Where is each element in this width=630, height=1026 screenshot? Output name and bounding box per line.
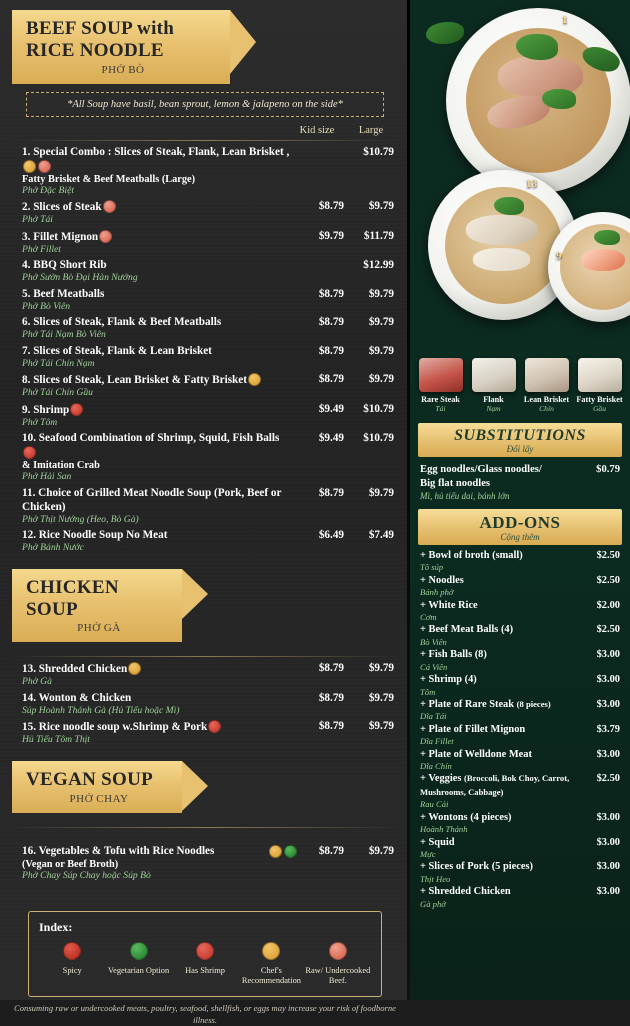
price-large: $9.79 (368, 662, 394, 675)
price-large: $10.79 (363, 432, 394, 445)
addon-name: + Plate of Welldone Meat (420, 748, 532, 760)
index-box (28, 911, 382, 997)
addon-price: $3.00 (596, 649, 620, 661)
divider (12, 140, 398, 141)
index-entry-chef (238, 941, 304, 986)
price-large: $9.79 (368, 200, 394, 213)
price-kid: $6.49 (318, 529, 344, 542)
flank-photo (472, 358, 516, 392)
addon-vietnamese: Bò Viên (420, 636, 447, 647)
addon-price: $3.00 (596, 861, 620, 873)
has-shrimp-icon (23, 446, 36, 459)
addon-item[interactable] (420, 748, 620, 772)
meat-cut-fatty-brisket (576, 358, 624, 413)
addon-vietnamese: Thịt Heo (420, 873, 451, 884)
column-header-kid: Kid size (299, 124, 335, 136)
menu-item[interactable] (22, 402, 394, 429)
item-name-line2: (Vegan or Beef Broth) (22, 858, 119, 870)
item-vietnamese: Phở Thịt Nướng (Heo, Bò Gà) (22, 513, 139, 525)
item-vietnamese: Phở Tái (22, 214, 53, 226)
index-label: Spicy (62, 966, 82, 976)
raw-beef-icon (38, 160, 51, 173)
item-name: 8. Slices of Steak, Lean Brisket & Fatty Brisket (22, 374, 247, 387)
addon-name: + Veggies (420, 773, 462, 785)
price-large: $10.79 (363, 145, 394, 158)
vegetarian-option-icon (284, 845, 297, 858)
item-vietnamese: Phở Fillet (22, 243, 61, 255)
meat-cut-rare-steak (417, 358, 465, 413)
price-kid: $8.79 (318, 344, 344, 357)
substitutions-title-vi: Đổi lấy (506, 444, 534, 455)
item-vietnamese: Phở Tái Chín Nạm (22, 357, 95, 369)
chef-recommendation-icon (248, 373, 261, 386)
meat-label-vi: Nạm (486, 404, 501, 414)
addon-vietnamese: Gà phở (420, 898, 446, 909)
price-kid: $8.79 (318, 373, 344, 386)
item-name: 16. Vegetables & Tofu with Rice Noodles (22, 844, 215, 857)
addon-vietnamese: Cá Viên (420, 661, 448, 672)
addon-item[interactable] (420, 549, 620, 573)
item-vietnamese: Phở Bò Viên (22, 300, 71, 312)
addon-vietnamese: Tô súp (420, 562, 444, 573)
item-vietnamese: Phở Sườn Bò Đại Hàn Nướng (22, 272, 138, 284)
addon-price: $2.50 (596, 549, 620, 561)
menu-item[interactable] (22, 844, 394, 882)
soup-note: *All Soup have basil, bean sprout, lemon & jalapeno on the side* (26, 92, 384, 117)
substitution-vietnamese: Mì, hủ tiếu dai, bánh lớn (420, 490, 510, 501)
fatty-brisket-photo (578, 358, 622, 392)
vegan-soup-items (12, 844, 398, 882)
price-large: $7.49 (368, 529, 394, 542)
addon-name: + Plate of Rare Steak (420, 698, 515, 710)
addon-price: $3.00 (596, 886, 620, 898)
addon-name: + Shredded Chicken (420, 886, 511, 898)
item-name-line2: & Imitation Crab (22, 460, 100, 472)
price-kid: $9.79 (318, 229, 344, 242)
addon-item[interactable] (420, 673, 620, 697)
addon-vietnamese: Bánh phở (420, 587, 454, 598)
section-header-vegan-soup (12, 761, 182, 813)
price-kid: $9.49 (318, 402, 344, 415)
index-entry-vegetarian (105, 941, 171, 986)
item-name: 2. Slices of Steak (22, 201, 102, 214)
photo-number-1: 1 (562, 14, 568, 26)
item-name: 5. Beef Meatballs (22, 287, 105, 300)
addon-price: $2.00 (596, 599, 620, 611)
substitution-line-1: Egg noodles/Glass noodles/ (420, 464, 542, 476)
chef-recommendation-icon (269, 845, 282, 858)
raw-beef-icon (103, 200, 116, 213)
price-large: $9.79 (368, 486, 394, 499)
food-safety-disclaimer: Consuming raw or undercooked meats, poultry, seafood, shellfish, or eggs may increase your risk of foodborne illness. (14, 1003, 396, 1025)
addon-item[interactable] (420, 772, 620, 809)
price-kid: $8.79 (318, 720, 344, 733)
addon-price: $3.00 (596, 748, 620, 760)
chef-recommendation-icon (262, 942, 280, 960)
addon-name: + Shrimp (4) (420, 674, 477, 686)
meat-cuts-row (410, 352, 630, 415)
item-vietnamese: Phở Hải San (22, 471, 72, 483)
price-large: $9.79 (368, 373, 394, 386)
addon-item[interactable] (420, 811, 620, 835)
substitutions-block (410, 459, 630, 502)
index-title: Index: (39, 920, 73, 935)
meat-label-vi: Gầu (592, 404, 607, 414)
price-kid: $8.79 (318, 200, 344, 213)
section-subtitle-beef: PHỞ BÒ (101, 63, 145, 76)
addon-price: $3.00 (596, 674, 620, 686)
addons-title: ADD-ONS (479, 512, 561, 532)
menu-item[interactable] (22, 344, 394, 370)
item-name: 14. Wonton & Chicken (22, 691, 132, 704)
section-title-line-1: BEEF SOUP with (26, 18, 175, 39)
substitutions-header (418, 423, 622, 457)
addon-vietnamese: Dĩa Tái (420, 711, 447, 722)
addons-list (410, 547, 630, 914)
item-vietnamese: Phở Tái Nạm Bò Viên (22, 329, 106, 341)
price-kid: $8.79 (318, 662, 344, 675)
addon-vietnamese: Dĩa Fillet (420, 736, 454, 747)
menu-item[interactable] (22, 229, 394, 256)
price-large: $9.79 (368, 844, 394, 857)
addon-price: $2.50 (596, 574, 620, 586)
item-name: 13. Shredded Chicken (22, 663, 128, 676)
price-kid: $8.79 (318, 691, 344, 704)
price-large: $9.79 (368, 316, 394, 329)
menu-item[interactable] (22, 145, 394, 197)
item-vietnamese: Hủ Tiếu Tôm Thịt (22, 734, 90, 746)
price-kid: $9.49 (318, 432, 344, 445)
menu-item[interactable] (22, 372, 394, 399)
section-subtitle-vegan: PHỞ CHAY (69, 792, 129, 805)
column-header-large: Large (358, 124, 384, 136)
price-kid: $8.79 (318, 287, 344, 300)
addon-item[interactable] (420, 836, 620, 860)
substitutions-title: SUBSTITUTIONS (454, 427, 586, 445)
addons-header (418, 509, 622, 545)
menu-item[interactable] (22, 199, 394, 226)
addon-vietnamese: Tôm (420, 686, 436, 697)
menu-item[interactable] (22, 661, 394, 688)
addon-name: + White Rice (420, 599, 478, 611)
lean-brisket-photo (525, 358, 569, 392)
addon-price: $2.50 (596, 624, 620, 636)
item-vietnamese: Phở Bánh Nước (22, 542, 84, 554)
item-name-line2: Fatty Brisket & Beef Meatballs (Large) (22, 173, 195, 185)
addon-price: $3.79 (596, 723, 620, 735)
price-large: $10.79 (363, 402, 394, 415)
addon-name-detail: (Broccoli, Bok Choy, Carrot, Mushrooms, Cabbage) (420, 773, 570, 797)
addon-item[interactable] (420, 648, 620, 672)
index-entry-spicy (39, 941, 105, 986)
item-vietnamese: Phở Đặc Biệt (22, 184, 75, 196)
meat-label-en: Fatty Brisket (576, 395, 623, 404)
meat-label-vi: Chín (539, 404, 554, 414)
index-entry-raw (305, 941, 371, 986)
section-title-vegan: VEGAN SOUP (26, 768, 154, 790)
addons-title-vi: Cộng thêm (500, 531, 540, 542)
index-label: Vegetarian Option (108, 966, 170, 976)
addon-name: + Fish Balls (8) (420, 649, 487, 661)
section-subtitle-chicken: PHỞ GÀ (77, 622, 121, 635)
item-name: 3. Fillet Mignon (22, 230, 99, 243)
addon-price: $3.00 (596, 836, 620, 848)
meat-label-vi: Tái (435, 404, 446, 414)
item-name: 15. Rice noodle soup w.Shrimp & Pork (22, 721, 208, 734)
item-name: 1. Special Combo : Slices of Steak, Flank, Lean Brisket , (22, 145, 290, 158)
chef-recommendation-icon (23, 160, 36, 173)
addon-name-detail: (8 pieces) (516, 698, 551, 709)
beef-soup-items (12, 145, 398, 554)
price-large: $9.79 (368, 344, 394, 357)
item-vietnamese: Súp Hoành Thánh Gà (Hủ Tiếu hoặc Mì) (22, 704, 180, 716)
substitution-price: $0.79 (596, 464, 620, 476)
price-column-headers (12, 123, 398, 138)
meat-label-en: Lean Brisket (523, 395, 570, 404)
menu-item[interactable] (22, 719, 394, 746)
rare-steak-photo (419, 358, 463, 392)
menu-item[interactable] (22, 486, 394, 526)
item-name: 12. Rice Noodle Soup No Meat (22, 529, 168, 542)
substitution-line-2: Big flat noodles (420, 477, 491, 489)
index-label: Raw/ Undercooked Beef. (305, 966, 371, 986)
addon-item[interactable] (420, 599, 620, 623)
addon-name: + Wontons (4 pieces) (420, 811, 512, 823)
addon-vietnamese: Rau Cải (420, 799, 449, 810)
price-large: $9.79 (368, 691, 394, 704)
meat-cut-flank (470, 358, 518, 413)
chicken-soup-items (12, 661, 398, 746)
item-vietnamese: Phở Tái Chín Gầu (22, 387, 93, 399)
food-photo-zone (410, 0, 630, 352)
raw-beef-icon (99, 230, 112, 243)
section-title-chicken: CHICKEN SOUP (26, 576, 119, 620)
addon-item[interactable] (420, 623, 620, 647)
addon-vietnamese: Hoành Thánh (420, 824, 468, 835)
item-vietnamese: Phở Tôm (22, 416, 58, 428)
price-kid: $8.79 (318, 316, 344, 329)
meat-label-en: Flank (483, 395, 504, 404)
has-shrimp-icon (70, 403, 83, 416)
price-large: $12.99 (363, 259, 394, 272)
addon-name: + Noodles (420, 574, 464, 586)
addon-name: + Squid (420, 836, 455, 848)
addon-price: $2.50 (596, 773, 620, 785)
item-name: 4. BBQ Short Rib (22, 259, 107, 272)
spicy-icon (63, 942, 81, 960)
item-vietnamese: Phở Gà (22, 676, 52, 688)
addon-item[interactable] (420, 574, 620, 598)
addon-name: + Plate of Fillet Mignon (420, 723, 526, 735)
raw-beef-icon (329, 942, 347, 960)
item-vietnamese: Phở Chay Súp Chay hoặc Súp Bò (22, 869, 151, 881)
has-shrimp-icon (208, 720, 221, 733)
addon-item[interactable] (420, 885, 620, 909)
section-title-line-2: RICE NOODLE (26, 39, 164, 61)
price-kid: $8.79 (318, 844, 344, 857)
item-name: 11. Choice of Grilled Meat Noodle Soup (Pork, Beef or Chicken) (22, 486, 282, 513)
addon-vietnamese: Mực (420, 849, 436, 860)
menu-item[interactable] (22, 258, 394, 284)
addon-item[interactable] (420, 860, 620, 884)
addon-name: + Bowl of broth (small) (420, 549, 523, 561)
menu-item[interactable] (22, 287, 394, 313)
has-shrimp-icon (196, 942, 214, 960)
menu-item[interactable] (22, 431, 394, 483)
meat-label-en: Rare Steak (421, 395, 460, 404)
price-large: $9.79 (368, 720, 394, 733)
divider (12, 827, 398, 828)
right-sidebar-column (410, 0, 630, 1000)
addon-name: + Slices of Pork (5 pieces) (420, 861, 533, 873)
addon-price: $3.00 (596, 811, 620, 823)
item-name: 10. Seafood Combination of Shrimp, Squid, Fish Balls (22, 432, 280, 445)
item-name: 7. Slices of Steak, Flank & Lean Brisket (22, 344, 212, 357)
chef-recommendation-icon (128, 662, 141, 675)
addon-price: $3.00 (596, 698, 620, 710)
vegetarian-option-icon (130, 942, 148, 960)
index-entry-shrimp (172, 941, 238, 986)
divider (12, 656, 398, 657)
menu-item[interactable] (22, 528, 394, 554)
menu-item[interactable] (22, 315, 394, 341)
addon-item[interactable] (420, 698, 620, 722)
addon-vietnamese: Cơm (420, 612, 437, 623)
photo-number-9: 9 (556, 250, 562, 262)
meat-cut-lean-brisket (523, 358, 571, 413)
pho-bowl-photo-1 (446, 8, 630, 193)
price-large: $11.79 (363, 229, 394, 242)
price-large: $9.79 (368, 287, 394, 300)
photo-number-13: 13 (526, 178, 537, 190)
item-name: 9. Shrimp (22, 403, 70, 416)
item-name: 6. Slices of Steak, Flank & Beef Meatballs (22, 316, 222, 329)
index-label: Has Shrimp (185, 966, 225, 976)
price-kid: $8.79 (318, 486, 344, 499)
addon-vietnamese: Dĩa Chín (420, 761, 452, 772)
index-label: Chef's Recommendation (241, 966, 301, 986)
menu-item[interactable] (22, 691, 394, 717)
addon-name: + Beef Meat Balls (4) (420, 624, 514, 636)
addon-item[interactable] (420, 723, 620, 747)
section-header-chicken-soup (12, 569, 182, 643)
section-header-beef-soup (12, 10, 230, 84)
